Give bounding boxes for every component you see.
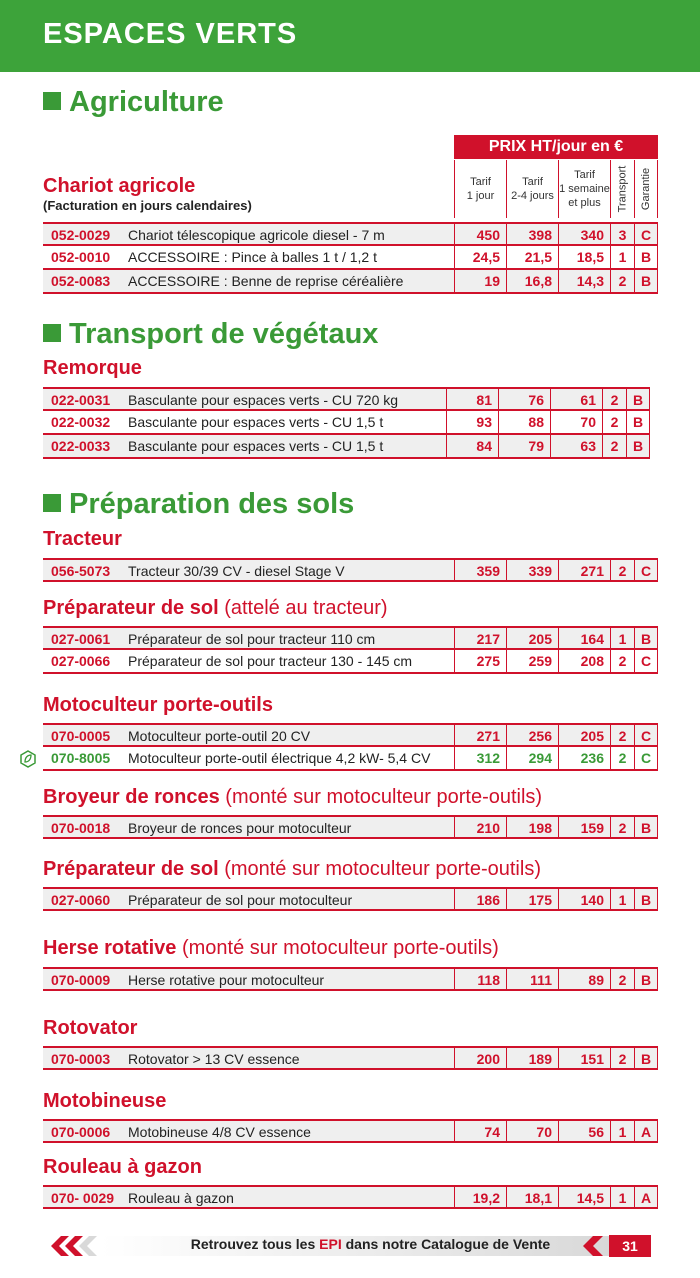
row-desc: Motobineuse 4/8 CV essence	[128, 1124, 311, 1140]
group-tracteur-title: Tracteur	[43, 528, 122, 550]
section-sols: Préparation des sols	[43, 488, 354, 521]
row-ref: 027-0061	[51, 631, 111, 647]
price-header: PRIX HT/jour en €	[454, 135, 658, 159]
row-ref: 070-8005	[51, 750, 111, 766]
row-p2: 398	[506, 224, 558, 246]
section-transport: Transport de végétaux	[43, 318, 378, 351]
row-desc: Basculante pour espaces verts - CU 720 kg	[128, 392, 399, 408]
row-tr: 1	[610, 1187, 634, 1209]
row-tr: 2	[610, 1048, 634, 1070]
col-tarif-1j: Tarif 1 jour	[454, 160, 506, 218]
group-rouleau-title: Rouleau à gazon	[43, 1156, 202, 1178]
row-tr: 2	[610, 270, 634, 292]
row-tr: 1	[610, 246, 634, 268]
row-ga: C	[634, 650, 658, 672]
table-row	[43, 558, 658, 582]
row-ga: C	[634, 224, 658, 246]
group-roto-title: Rotovator	[43, 1017, 138, 1039]
row-desc: Broyeur de ronces pour motoculteur	[128, 820, 352, 836]
row-ga: B	[634, 889, 658, 911]
eco-electric-icon	[19, 750, 37, 768]
row-desc: Basculante pour espaces verts - CU 1,5 t	[128, 414, 384, 430]
group-chariot-note: (Facturation en jours calendaires)	[43, 198, 252, 213]
row-p3: 18,5	[558, 246, 610, 268]
row-p1: 19	[454, 270, 506, 292]
row-tr: 2	[602, 411, 626, 433]
row-desc: Motoculteur porte-outil électrique 4,2 kW- 5,4 CV	[128, 750, 431, 766]
row-ref: 022-0031	[51, 392, 111, 408]
row-desc: Basculante pour espaces verts - CU 1,5 t	[128, 438, 384, 454]
row-p1: 312	[454, 747, 506, 769]
row-p1: 118	[454, 969, 506, 991]
row-p2: 88	[498, 411, 550, 433]
table-row	[43, 435, 650, 459]
row-ref: 052-0029	[51, 227, 111, 243]
row-p3: 151	[558, 1048, 610, 1070]
row-p2: 70	[506, 1121, 558, 1143]
row-ga: B	[634, 246, 658, 268]
row-ref: 022-0032	[51, 414, 111, 430]
group-remorque-title: Remorque	[43, 357, 142, 379]
row-ga: B	[626, 389, 650, 411]
row-p1: 93	[446, 411, 498, 433]
row-p2: 16,8	[506, 270, 558, 292]
row-p2: 198	[506, 817, 558, 839]
table-row	[43, 246, 658, 270]
row-tr: 2	[610, 650, 634, 672]
row-p1: 275	[454, 650, 506, 672]
row-desc: Préparateur de sol pour motoculteur	[128, 892, 353, 908]
row-p3: 271	[558, 560, 610, 582]
group-prep2-title: Préparateur de sol (monté sur motoculteur porte-outils)	[43, 858, 541, 880]
group-herse-title: Herse rotative (monté sur motoculteur porte-outils)	[43, 937, 499, 959]
row-ga: A	[634, 1187, 658, 1209]
row-p3: 159	[558, 817, 610, 839]
row-p3: 70	[550, 411, 602, 433]
row-ga: B	[634, 817, 658, 839]
row-ga: C	[634, 560, 658, 582]
group-broyeur-title: Broyeur de ronces (monté sur motoculteur porte-outils)	[43, 786, 543, 808]
row-p3: 14,5	[558, 1187, 610, 1209]
row-p1: 217	[454, 628, 506, 650]
table-row	[43, 887, 658, 911]
row-p2: 339	[506, 560, 558, 582]
row-p2: 259	[506, 650, 558, 672]
table-row	[43, 1046, 658, 1070]
row-ga: B	[626, 435, 650, 457]
square-bullet-icon	[43, 92, 61, 110]
row-desc: ACCESSOIRE : Pince à balles 1 t / 1,2 t	[128, 249, 377, 265]
row-ref: 070-0003	[51, 1051, 111, 1067]
row-ga: C	[634, 747, 658, 769]
row-p2: 189	[506, 1048, 558, 1070]
row-p2: 21,5	[506, 246, 558, 268]
square-bullet-icon	[43, 324, 61, 342]
table-row	[43, 411, 650, 435]
row-p3: 208	[558, 650, 610, 672]
row-ref: 027-0060	[51, 892, 111, 908]
footer-text: Retrouvez tous les EPI dans notre Catalogue de Vente	[190, 1236, 551, 1252]
row-p2: 256	[506, 725, 558, 747]
row-p2: 205	[506, 628, 558, 650]
row-ga: A	[634, 1121, 658, 1143]
square-bullet-icon	[43, 494, 61, 512]
col-tarif-semaine: Tarif 1 semaine et plus	[558, 160, 610, 218]
row-p2: 175	[506, 889, 558, 911]
row-ref: 070- 0029	[51, 1190, 115, 1206]
group-prep1-title: Préparateur de sol (attelé au tracteur)	[43, 597, 388, 619]
row-desc: Tracteur 30/39 CV - diesel Stage V	[128, 563, 345, 579]
table-row	[43, 723, 658, 747]
row-tr: 2	[610, 747, 634, 769]
row-tr: 3	[610, 224, 634, 246]
row-p1: 84	[446, 435, 498, 457]
row-p1: 210	[454, 817, 506, 839]
row-p3: 89	[558, 969, 610, 991]
group-moto-title: Motoculteur porte-outils	[43, 694, 273, 716]
row-tr: 2	[610, 817, 634, 839]
table-row	[43, 1185, 658, 1209]
row-p1: 200	[454, 1048, 506, 1070]
row-p3: 236	[558, 747, 610, 769]
row-ga: B	[634, 270, 658, 292]
row-p2: 79	[498, 435, 550, 457]
row-ga: C	[634, 725, 658, 747]
row-p1: 359	[454, 560, 506, 582]
col-transport: Transport	[610, 160, 634, 218]
row-p3: 164	[558, 628, 610, 650]
row-ref: 022-0033	[51, 438, 111, 454]
row-p3: 340	[558, 224, 610, 246]
top-banner	[0, 0, 700, 72]
row-tr: 2	[602, 389, 626, 411]
row-p1: 74	[454, 1121, 506, 1143]
footer	[43, 1232, 658, 1258]
row-p1: 19,2	[454, 1187, 506, 1209]
col-tarif-2-4j: Tarif 2-4 jours	[506, 160, 558, 218]
row-p1: 271	[454, 725, 506, 747]
table-row	[43, 387, 650, 411]
row-p3: 56	[558, 1121, 610, 1143]
row-p2: 76	[498, 389, 550, 411]
group-motobin-title: Motobineuse	[43, 1090, 167, 1112]
row-p2: 18,1	[506, 1187, 558, 1209]
table-row	[43, 270, 658, 294]
row-p3: 140	[558, 889, 610, 911]
row-p3: 63	[550, 435, 602, 457]
row-desc: Motoculteur porte-outil 20 CV	[128, 728, 311, 744]
table-row	[43, 1119, 658, 1143]
row-p2: 111	[506, 969, 558, 991]
group-chariot-title: Chariot agricole	[43, 175, 196, 197]
chevron-left-icon	[581, 1235, 609, 1257]
table-row	[43, 967, 658, 991]
table-row	[43, 222, 658, 246]
row-p3: 61	[550, 389, 602, 411]
table-row	[43, 650, 658, 674]
row-ref: 052-0083	[51, 273, 111, 289]
table-row	[43, 815, 658, 839]
row-ga: B	[634, 969, 658, 991]
row-tr: 2	[610, 560, 634, 582]
row-tr: 1	[610, 1121, 634, 1143]
section-agriculture: Agriculture	[43, 86, 224, 119]
row-p1: 24,5	[454, 246, 506, 268]
col-garantie: Garantie	[634, 160, 658, 218]
row-p2: 294	[506, 747, 558, 769]
row-tr: 1	[610, 628, 634, 650]
row-p1: 81	[446, 389, 498, 411]
table-row	[43, 626, 658, 650]
row-desc: ACCESSOIRE : Benne de reprise céréalière	[128, 273, 404, 289]
row-ga: B	[634, 1048, 658, 1070]
row-ga: B	[634, 628, 658, 650]
row-ref: 027-0066	[51, 653, 111, 669]
row-tr: 2	[602, 435, 626, 457]
row-desc: Rotovator > 13 CV essence	[128, 1051, 300, 1067]
row-tr: 2	[610, 725, 634, 747]
row-p1: 450	[454, 224, 506, 246]
row-ref: 070-0006	[51, 1124, 111, 1140]
row-ref: 070-0005	[51, 728, 111, 744]
row-tr: 2	[610, 969, 634, 991]
page-number: 31	[609, 1235, 651, 1257]
table-row	[43, 747, 658, 771]
row-tr: 1	[610, 889, 634, 911]
row-desc: Rouleau à gazon	[128, 1190, 234, 1206]
row-ref: 056-5073	[51, 563, 111, 579]
page-category-title: ESPACES VERTS	[43, 18, 298, 50]
row-p3: 205	[558, 725, 610, 747]
row-p3: 14,3	[558, 270, 610, 292]
row-desc: Préparateur de sol pour tracteur 110 cm	[128, 631, 376, 647]
row-p1: 186	[454, 889, 506, 911]
row-ga: B	[626, 411, 650, 433]
row-ref: 070-0009	[51, 972, 111, 988]
row-desc: Chariot télescopique agricole diesel - 7 m	[128, 227, 385, 243]
row-desc: Herse rotative pour motoculteur	[128, 972, 325, 988]
row-ref: 052-0010	[51, 249, 111, 265]
row-ref: 070-0018	[51, 820, 111, 836]
row-desc: Préparateur de sol pour tracteur 130 - 145 cm	[128, 653, 413, 669]
